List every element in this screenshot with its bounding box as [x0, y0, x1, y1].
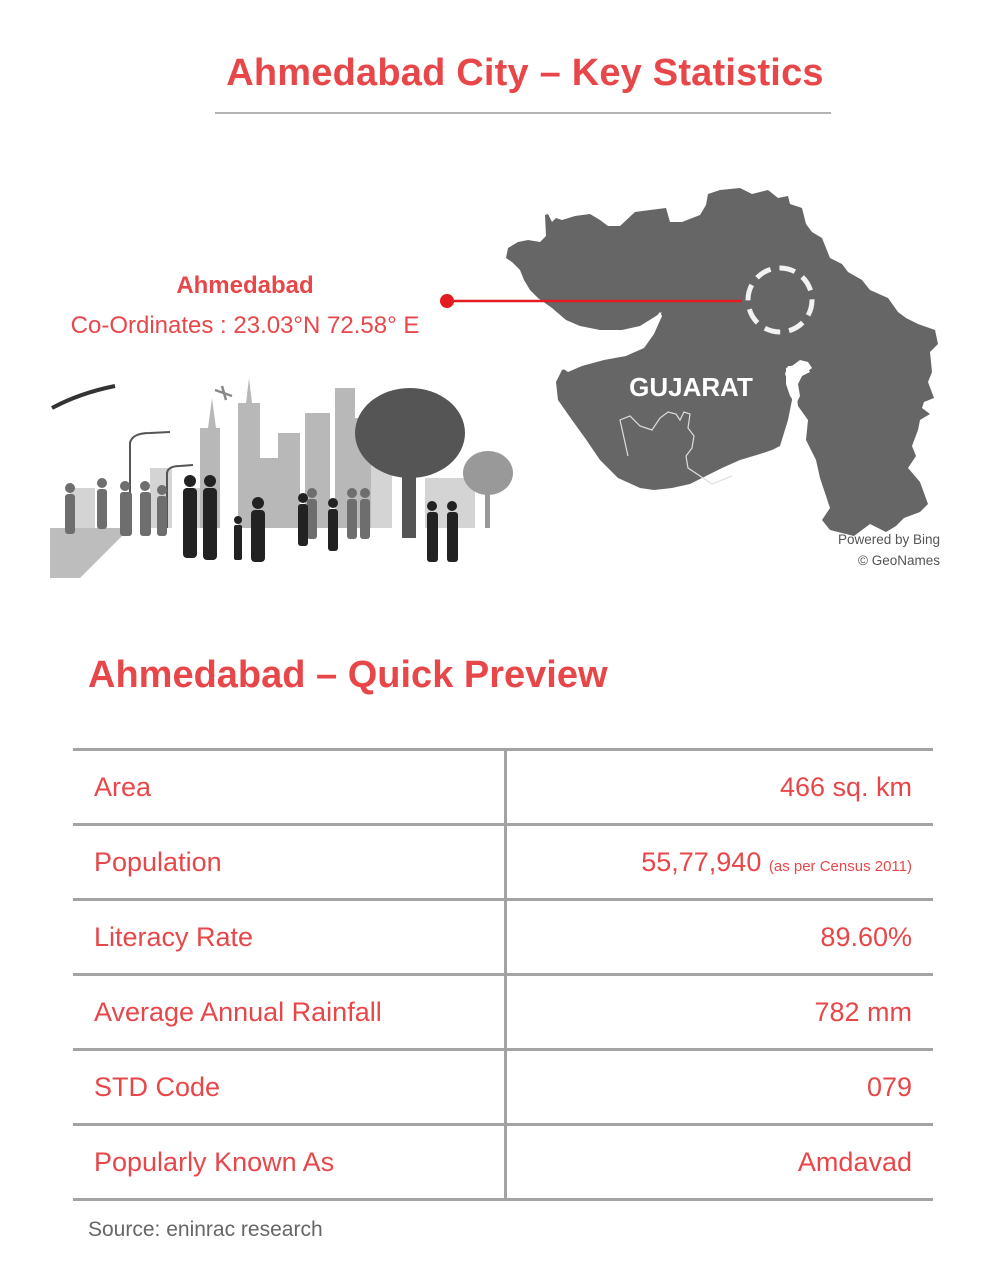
- table-row: [73, 1125, 933, 1200]
- stat-label: Average Annual Rainfall: [73, 975, 506, 1050]
- stat-value: [506, 1050, 934, 1125]
- stat-note: (as per Census 2011): [768, 857, 912, 875]
- stat-label: Literacy Rate: [73, 900, 506, 975]
- map-attribution-powered: Powered by Bing: [837, 532, 940, 547]
- section-title: Ahmedabad – Quick Preview: [88, 654, 608, 696]
- airplane-icon: [215, 386, 232, 400]
- midground-buildings: [200, 378, 371, 528]
- stat-value: [506, 900, 934, 975]
- stat-value-text: Amdavad: [797, 1146, 912, 1177]
- page-title: Ahmedabad City – Key Statistics: [226, 52, 824, 94]
- stat-label: STD Code: [73, 1050, 506, 1125]
- stat-value-text: 466 sq. km: [779, 771, 912, 802]
- location-city-name: Ahmedabad: [176, 272, 314, 299]
- stats-table: [73, 748, 933, 1201]
- table-row: [73, 750, 933, 825]
- location-pin-icon: [440, 294, 454, 308]
- gujarat-map-shape: [506, 188, 938, 536]
- sidewalk-shape: [50, 528, 130, 578]
- stat-value-text: 89.60%: [820, 921, 912, 952]
- stat-value-text: 782 mm: [814, 996, 912, 1027]
- stat-label: Popularly Known As: [73, 1125, 506, 1200]
- location-coordinates: Co-Ordinates : 23.03°N 72.58° E: [70, 312, 420, 339]
- stat-value-text: 079: [866, 1071, 912, 1102]
- stat-value: [506, 825, 934, 900]
- stat-value: [506, 750, 934, 825]
- source-note: Source: eninrac research: [88, 1218, 323, 1241]
- stat-label: Area: [73, 750, 506, 825]
- stat-value-text: 55,77,940: [641, 846, 762, 877]
- table-row: [73, 1050, 933, 1125]
- stat-value: [506, 975, 934, 1050]
- map-state-label: GUJARAT: [629, 372, 753, 402]
- table-row: [73, 975, 933, 1050]
- map-attribution: [838, 529, 940, 571]
- table-row: [73, 825, 933, 900]
- city-skyline-illustration: [50, 378, 520, 578]
- map-attribution-copyright: © GeoNames: [858, 553, 940, 568]
- table-row: [73, 900, 933, 975]
- stat-label: Population: [73, 825, 506, 900]
- stat-value: [506, 1125, 934, 1200]
